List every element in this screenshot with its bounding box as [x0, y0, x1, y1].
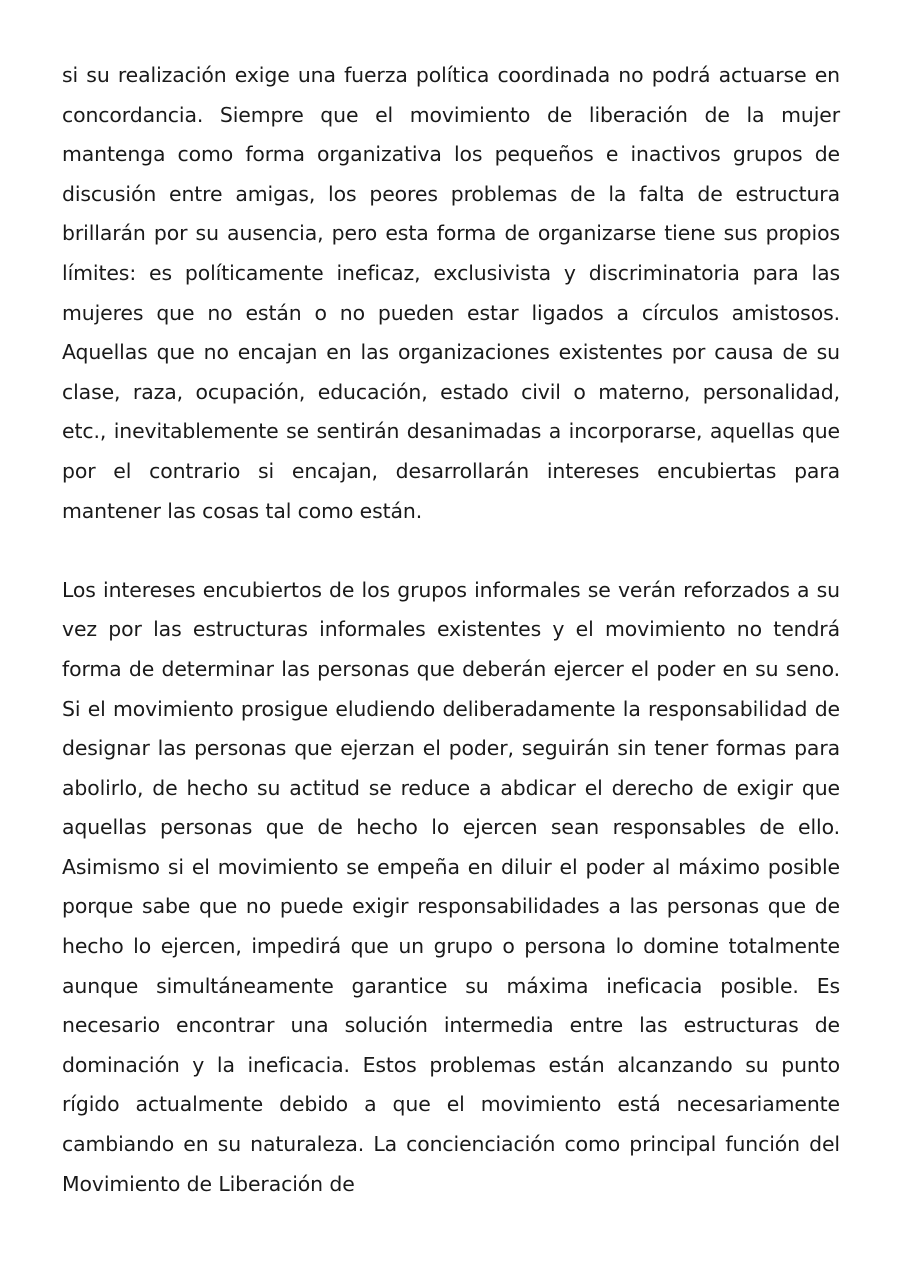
paragraph-1: si su realización exige una fuerza política coordinada no podrá actuarse en concordancia. Siempre que el movimiento de liberación de la mujer mantenga como forma organizativa los pequeños e inactivos grupos de discusión entre amigas, los peores problemas de la falta de estructura brillarán por su ausencia, pero esta forma de organizarse tiene sus propios límites: es políticamente ineficaz, exclusivista y discriminatoria para las mujeres que no están o no pueden estar ligados a círculos amistosos. Aquellas que no encajan en las organizaciones existentes por causa de su clase, raza, ocupación, educación, estado civil o materno, personalidad, etc., inevitablemente se sentirán desanimadas a incorporarse, aquellas que por el contrario si encajan, desarrollarán intereses encubiertas para mantener las cosas tal como están.: [62, 63, 840, 523]
paragraph-2: Los intereses encubiertos de los grupos informales se verán reforzados a su vez por las estructuras informales existentes y el movimiento no tendrá forma de determinar las personas que deberán ejercer el poder en su seno. Si el movimiento prosigue eludiendo deliberadamente la responsabilidad de designar las personas que ejerzan el poder, seguirán sin tener formas para abolirlo, de hecho su actitud se reduce a abdicar el derecho de exigir que aquellas personas que de hecho lo ejercen sean responsables de ello. Asimismo si el movimiento se empeña en diluir el poder al máximo posible porque sabe que no puede exigir responsabilidades a las personas que de hecho lo ejercen, impedirá que un grupo o persona lo domine totalmente aunque simultáneamente garantice su máxima ineficacia posible. Es necesario encontrar una solución intermedia entre las estructuras de dominación y la ineficacia. Estos problemas están alcanzando su punto rígido actualmente debido a que el movimiento está necesariamente cambiando en su naturaleza. La concienciación como principal función del Movimiento de Liberación de: [62, 577, 840, 1196]
document-page: [62, 56, 840, 1204]
